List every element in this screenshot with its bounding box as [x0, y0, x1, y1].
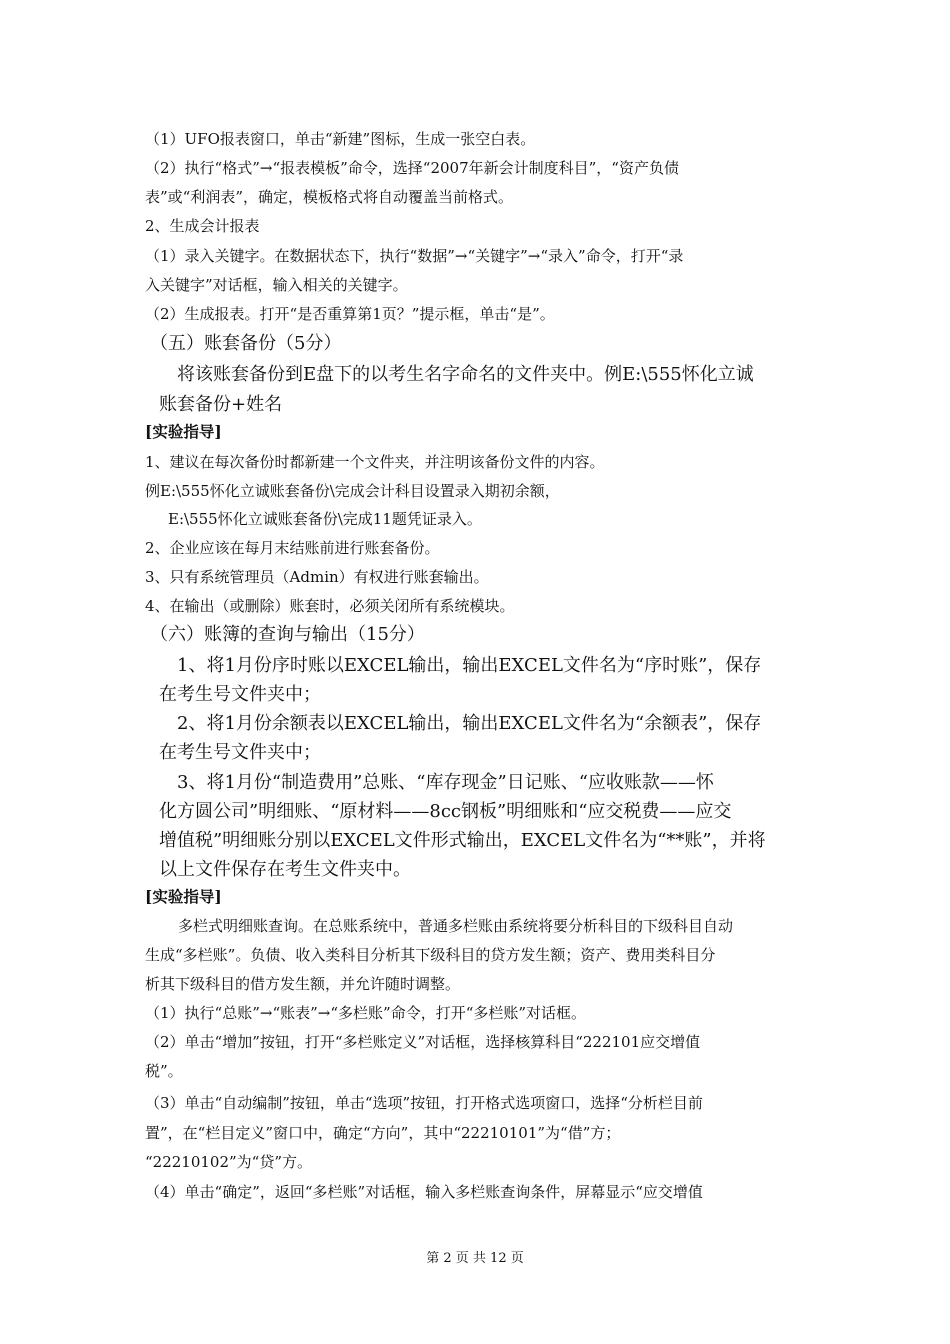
text-line: （3）单击“自动编制”按钮，单击“选项”按钮，打开格式选项窗口，选择“分析栏目前	[145, 1094, 703, 1112]
text-line: 入关键字”对话框，输入相关的关键字。	[145, 276, 408, 294]
text-line: 生成“多栏账”。负债、收入类科目分析其下级科目的贷方发生额；资产、费用类科目分	[145, 946, 716, 964]
text-line: 表”或“利润表”，确定，模板格式将自动覆盖当前格式。	[145, 188, 514, 206]
text-line: 1、将1月份序时账以EXCEL输出，输出EXCEL文件名为“序时账”，保存	[177, 655, 762, 676]
text-line: 在考生号文件夹中；	[159, 742, 321, 763]
text-line: 3、将1月份“制造费用”总账、“库存现金”日记账、“应收账款——怀	[177, 772, 714, 793]
text-line: 2、将1月份余额表以EXCEL输出，输出EXCEL文件名为“余额表”，保存	[177, 713, 762, 734]
text-line: 化方圆公司”明细账、“原材料——8cc钢板”明细账和“应交税费——应交	[159, 801, 732, 822]
text-line: 在考生号文件夹中；	[159, 684, 321, 705]
text-line: “22210102”为“贷”方。	[145, 1153, 313, 1171]
page-footer: 第 2 页 共 12 页	[426, 1251, 524, 1266]
text-line: 2、企业应该在每月末结账前进行账套备份。	[145, 539, 440, 557]
text-line: 1、建议在每次备份时都新建一个文件夹，并注明该备份文件的内容。	[145, 453, 605, 471]
text-line: 置”，在“栏目定义”窗口中，确定“方向”，其中“22210101”为“借”方；	[145, 1124, 621, 1142]
guide-heading: [实验指导]	[145, 422, 222, 441]
text-line: 将该账套备份到E盘下的以考生名字命名的文件夹中。例E:\555怀化立诚	[177, 364, 754, 385]
text-line: 增值税”明细账分别以EXCEL文件形式输出，EXCEL文件名为“**账”，并将	[159, 830, 766, 851]
text-line: 析其下级科目的借方发生额，并允许随时调整。	[145, 975, 461, 993]
text-line: 4、在输出（或删除）账套时，必须关闭所有系统模块。	[145, 597, 515, 615]
guide-heading: [实验指导]	[145, 887, 222, 906]
section-heading: （五）账套备份（5分）	[150, 333, 342, 354]
text-line: （2）单击“增加”按钮，打开“多栏账定义”对话框，选择核算科目“222101应交增值	[145, 1033, 701, 1051]
text-line: 以上文件保存在考生文件夹中。	[159, 859, 411, 880]
text-line: （1）UFO报表窗口，单击“新建”图标，生成一张空白表。	[145, 130, 536, 148]
text-line: E:\555怀化立诚账套备份\完成11题凭证录入。	[168, 510, 482, 528]
text-line: （4）单击“确定”，返回“多栏账”对话框，输入多栏账查询条件，屏幕显示“应交增值	[145, 1183, 703, 1201]
section-heading: （六）账簿的查询与输出（15分）	[150, 624, 425, 645]
text-line: （2）执行“格式”→“报表模板”命令，选择“2007年新会计制度科目”，“资产负债	[145, 159, 679, 177]
text-line: 例E:\555怀化立诚账套备份\完成会计科目设置录入期初余额，	[145, 482, 560, 500]
text-line: 账套备份+姓名	[159, 394, 283, 415]
text-line: （2）生成报表。打开“是否重算第1页？”提示框，单击“是”。	[145, 305, 555, 323]
text-line: 税”。	[145, 1062, 183, 1080]
text-line: （1）录入关键字。在数据状态下，执行“数据”→“关键字”→“录入”命令，打开“录	[145, 247, 684, 265]
text-line: （1）执行“总账”→“账表”→“多栏账”命令，打开“多栏账”对话框。	[145, 1004, 587, 1022]
section-subtitle: 2、生成会计报表	[145, 217, 260, 235]
text-line: 3、只有系统管理员（Admin）有权进行账套输出。	[145, 568, 489, 586]
text-line: 多栏式明细账查询。在总账系统中，普通多栏账由系统将要分析科目的下级科目自动	[178, 917, 734, 935]
